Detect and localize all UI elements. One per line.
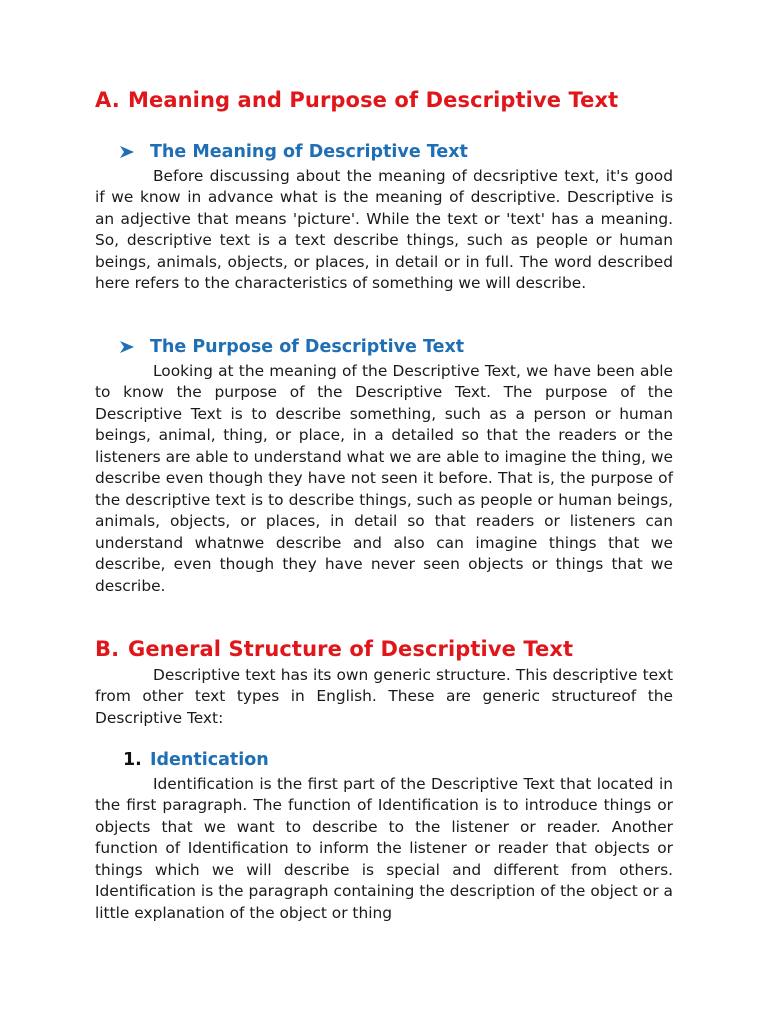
- arrowhead-bullet-icon: [119, 336, 150, 355]
- subheading-purpose-title: The Purpose of Descriptive Text: [150, 337, 465, 357]
- section-b-heading: [95, 637, 573, 661]
- subheading-identication-title: Identication: [150, 750, 269, 770]
- section-a-letter: A.: [95, 88, 120, 112]
- arrowhead-bullet-icon: [119, 141, 150, 160]
- section-b-title: General Structure of Descriptive Text: [128, 637, 574, 661]
- subheading-meaning-title: The Meaning of Descriptive Text: [150, 142, 468, 162]
- section-a-heading: [95, 88, 618, 112]
- paragraph-meaning: Before discussing about the meaning of decsriptive text, it's good if we know in advance what is the meaning of descriptive. Descriptive is an adjective that means 'picture'. While the text or 'text' has a meaning. So, descriptive text is a text describe things, such as people or human beings, animals, objects, or places, in detail or in full. The word described here refers to the characteristics of something we will describe.: [95, 167, 673, 293]
- subheading-identication: [123, 750, 269, 770]
- section-a-title: Meaning and Purpose of Descriptive Text: [128, 88, 619, 112]
- subheading-purpose: [119, 337, 464, 357]
- section-b-letter: B.: [95, 637, 120, 661]
- paragraph-structure-intro: Descriptive text has its own generic structure. This descriptive text from other text types in English. These are generic structureof the Descriptive Text:: [95, 666, 673, 727]
- paragraph-identification: Identification is the first part of the Descriptive Text that located in the first paragraph. The function of Identification is to introduce things or objects that we want to describe to the listener or reader. Another function of Identification to inform the listener or reader that objects or things which we will describe is special and different from others. Identification is the paragraph containing the description of the object or a little explanation of the object or thing: [95, 775, 673, 922]
- subheading-meaning: [119, 142, 468, 162]
- paragraph-purpose: Looking at the meaning of the Descriptive Text, we have been able to know the purpose of the Descriptive Text. The purpose of the Descriptive Text is to describe something, such as a person or human beings, animal, thing, or place, in a detailed so that the readers or the listeners are able to understand what we are able to imagine the thing, we describe even though they have not seen it before. That is, the purpose of the descriptive text is to describe things, such as people or human beings, animals, objects, or places, in detail so that readers or listeners can understand whatnwe describe and also can imagine things that we describe, even though they have never seen objects or things that we describe.: [95, 362, 673, 595]
- list-number: 1.: [123, 750, 142, 770]
